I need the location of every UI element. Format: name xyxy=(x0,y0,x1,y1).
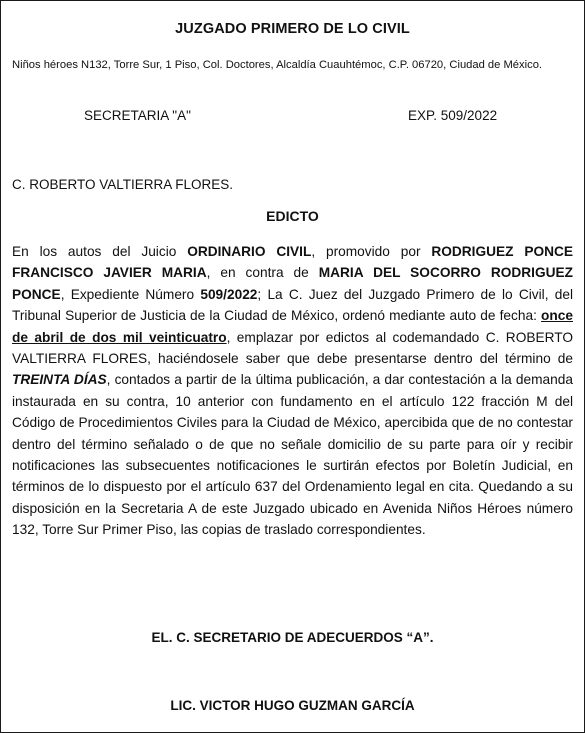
court-address: Niños héroes N132, Torre Sur, 1 Piso, Col. Doctores, Alcaldía Cuauhtémoc, C.P. 06720, Ciudad de México. xyxy=(12,59,543,71)
plaintiff-name: RODRIGUEZ PONCE FRANCISCO JAVIER MARIA xyxy=(12,244,573,281)
order-date: once de abril de dos mil veinticuatro xyxy=(12,308,573,345)
body-text-7: , contados a partir de la última publicación, a dar contestación a la demanda instaurada en su contra, 10 anterior con fundamento en el artículo 122 fracción M del Código de Procedimientos Civiles para la Ciudad de México, apercibida que de no contestar dentro del término señalado o de que no señale domicilio de su parte para oír y recibir notificaciones las subsecuentes notificaciones le surtirán efectos por Boletín Judicial, en términos de lo dispuesto por el artículo 637 del Ordenamiento legal en cita. Quedando a su disposición en la Secretaria A de este Juzgado ubicado en Avenida Niños Héroes número 132, Torre Sur Primer Piso, las copias de traslado correspondientes. xyxy=(12,372,573,538)
body-text-4: , Expediente Número xyxy=(60,286,201,302)
court-title: JUZGADO PRIMERO DE LO CIVIL xyxy=(175,21,410,37)
expediente-number: EXP. 509/2022 xyxy=(408,108,498,123)
body-text-6: , emplazar por edictos al codemandado C. ROBERTO VALTIERRA FLORES, haciéndosele saber que debe presentarse dentro del término de xyxy=(12,329,573,367)
secretaria-label: SECRETARIA "A" xyxy=(84,108,191,123)
notice-body xyxy=(12,241,573,541)
addressee: C. ROBERTO VALTIERRA FLORES. xyxy=(12,177,234,192)
notice-title: EDICTO xyxy=(266,208,319,224)
signature-name: LIC. VICTOR HUGO GUZMAN GARCÍA xyxy=(170,698,415,713)
defendant-name: MARIA DEL SOCORRO RODRIGUEZ PONCE xyxy=(12,265,573,302)
case-number: 509/2022 xyxy=(200,286,258,302)
body-text-3: , en contra de xyxy=(206,265,319,281)
deadline-term: TREINTA DÍAS xyxy=(12,372,107,388)
body-text-2: , promovido por xyxy=(311,244,432,259)
body-text-5: ; La C. Juez del Juzgado Primero de lo Civil, del Tribunal Superior de Justicia de la Ciudad de México, ordenó mediante auto de fecha: xyxy=(12,286,573,324)
body-text-1: En los autos del Juicio xyxy=(12,244,188,259)
signature-role: EL. C. SECRETARIO DE ADECUERDOS “A”. xyxy=(151,630,434,645)
juicio-type: ORDINARIO CIVIL xyxy=(187,244,312,259)
